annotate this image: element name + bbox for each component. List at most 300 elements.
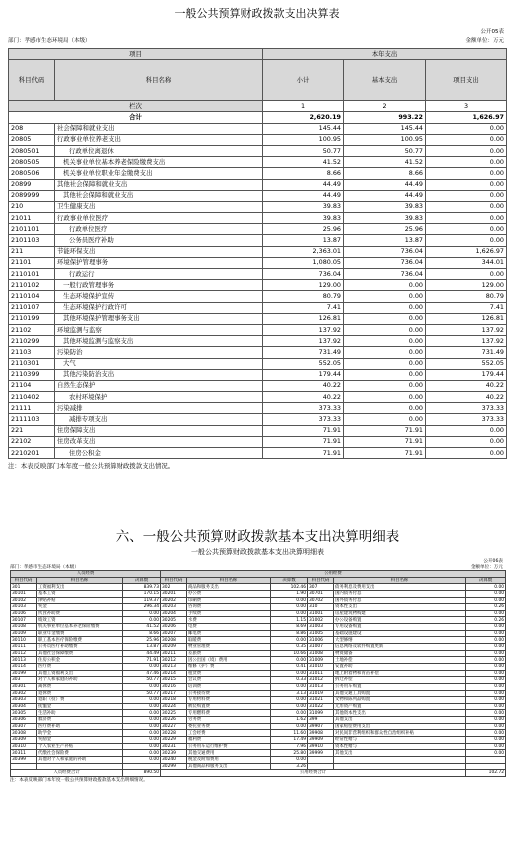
row-subtotal: 71.91 <box>263 448 344 459</box>
row-project: 0.00 <box>426 145 507 156</box>
t2-h-amount-2: 决算数 <box>271 577 308 584</box>
cell-amount: 0.00 <box>123 617 161 624</box>
table-row <box>9 403 507 414</box>
row-name: 其他环境保护管理事务支出 <box>55 313 263 324</box>
row-basic: 736.04 <box>344 269 426 280</box>
cell-code: 399 <box>308 717 334 724</box>
row-basic: 736.04 <box>344 246 426 257</box>
row-project: 80.79 <box>426 291 507 302</box>
cell-code: 301 <box>11 584 37 591</box>
cell-code: 31021 <box>308 697 334 704</box>
table-row <box>11 657 506 664</box>
cell-name: 工会经费 <box>187 730 271 737</box>
row-code: 2110301 <box>9 358 55 369</box>
cell-code: 31006 <box>308 637 334 644</box>
table-row <box>9 436 507 447</box>
row-basic: 13.87 <box>344 235 426 246</box>
table2-dept: 部门：孝感市生态环境局（本级） <box>10 565 79 570</box>
row-code: 2110101 <box>9 269 55 280</box>
cell-code: 31001 <box>308 610 334 617</box>
row-basic: 145.44 <box>344 123 426 134</box>
table-row <box>9 157 507 168</box>
cell-code: 31010 <box>308 663 334 670</box>
cell-code: 39908 <box>308 730 334 737</box>
table1-dept: 部门：孝感市生态环境局（本级） <box>8 38 91 44</box>
row-subtotal: 44.49 <box>263 190 344 201</box>
row-project: 137.92 <box>426 336 507 347</box>
row-name: 机关事业单位职业年金缴费支出 <box>55 168 263 179</box>
cell-name: 拆迁补偿 <box>334 677 466 684</box>
cell-name: 文物和陈列品购置 <box>334 697 466 704</box>
cell-name: 公务用车运行维护费 <box>187 743 271 750</box>
t2-h-amount-3: 决算数 <box>466 577 506 584</box>
cell-name: 公务用车购置 <box>334 683 466 690</box>
cell-name: 国家赔偿费用支出 <box>334 723 466 730</box>
cell-amount: 0.00 <box>271 610 308 617</box>
table-row <box>9 145 507 156</box>
table-row <box>11 663 506 670</box>
col-num-3: 3 <box>426 101 507 112</box>
table1-section <box>8 2 506 472</box>
table-row <box>9 414 507 425</box>
row-basic: 100.95 <box>344 134 426 145</box>
cell-name: 职工基本医疗保险缴费 <box>37 637 123 644</box>
table-row <box>9 448 507 459</box>
row-name: 自然生态保护 <box>55 380 263 391</box>
cell-name: 离休费 <box>37 683 123 690</box>
row-subtotal: 41.52 <box>263 157 344 168</box>
header-current-year: 本年支出 <box>263 49 507 60</box>
cell-name: 工资福利支出 <box>37 584 123 591</box>
cell-code <box>308 756 334 763</box>
cell-amount: 0.00 <box>466 750 506 757</box>
cell-amount: 0.00 <box>466 730 506 737</box>
row-project: 0.00 <box>426 224 507 235</box>
row-basic: 0.00 <box>344 380 426 391</box>
table-row <box>11 670 506 677</box>
cell-code: 30306 <box>11 717 37 724</box>
cell-code: 30239 <box>161 750 187 757</box>
row-project: 0.00 <box>426 436 507 447</box>
cell-amount: 10.66 <box>271 650 308 657</box>
table-row <box>9 257 507 268</box>
table-row <box>9 224 507 235</box>
row-code: 2101101 <box>9 224 55 235</box>
cell-code: 30215 <box>161 677 187 684</box>
row-project: 129.00 <box>426 280 507 291</box>
personnel-total-label: 人员经费合计 <box>11 770 123 777</box>
cell-amount: 0.26 <box>466 617 506 624</box>
row-code: 20805 <box>9 134 55 145</box>
row-subtotal: 25.96 <box>263 224 344 235</box>
t2-h-name-2: 科目名称 <box>187 577 271 584</box>
row-basic: 25.96 <box>344 224 426 235</box>
cell-name: 基础设施建设 <box>334 630 466 637</box>
cell-amount: 170.15 <box>123 590 161 597</box>
cell-code: 30204 <box>161 610 187 617</box>
row-project: 0.00 <box>426 157 507 168</box>
cell-amount: 0.00 <box>466 584 506 591</box>
cell-name: 培训费 <box>187 683 271 690</box>
cell-name: 其他对个人和家庭的补助 <box>37 756 123 763</box>
row-name: 其他社会保障和就业支出 <box>55 179 263 190</box>
row-basic: 44.49 <box>344 190 426 201</box>
cell-name: 税金及附加费用 <box>187 756 271 763</box>
header-basic: 基本支出 <box>344 60 426 101</box>
cell-amount: 0.26 <box>466 604 506 611</box>
t2-total-row <box>11 770 506 777</box>
row-name: 污染减排 <box>55 403 263 414</box>
header-code: 科目代码 <box>9 60 55 101</box>
cell-code: 303 <box>11 677 37 684</box>
row-subtotal: 50.77 <box>263 145 344 156</box>
row-project: 40.22 <box>426 380 507 391</box>
cell-code: 302 <box>161 584 187 591</box>
table-row <box>9 168 507 179</box>
row-name: 环境保护管理事务 <box>55 257 263 268</box>
row-code: 21102 <box>9 324 55 335</box>
cell-amount: 50.77 <box>123 677 161 684</box>
cell-amount <box>123 763 161 770</box>
table-row <box>11 743 506 750</box>
cell-amount: 0.00 <box>271 597 308 604</box>
t2-h-amount-1: 决算数 <box>123 577 161 584</box>
table1-note: 注：本表反映部门本年度一般公共预算财政拨款支出情况。 <box>8 462 175 471</box>
cell-code: 31007 <box>308 644 334 651</box>
row-name: 住房公积金 <box>55 448 263 459</box>
cell-name: 其他交通费用 <box>187 750 271 757</box>
row-subtotal: 44.49 <box>263 179 344 190</box>
table-row <box>9 280 507 291</box>
table-row <box>9 324 507 335</box>
row-name: 环境监测与监察 <box>55 324 263 335</box>
cell-amount: 0.00 <box>123 723 161 730</box>
row-code: 2110104 <box>9 291 55 302</box>
row-basic: 71.91 <box>344 436 426 447</box>
cell-name: 基本工资 <box>37 590 123 597</box>
cell-amount: 296.34 <box>123 604 161 611</box>
table-row <box>11 644 506 651</box>
table-row <box>11 604 506 611</box>
row-project: 179.44 <box>426 369 507 380</box>
cell-name: 其他商品和服务支出 <box>187 763 271 770</box>
table-row <box>9 269 507 280</box>
row-project: 0.00 <box>426 235 507 246</box>
cell-amount: 3.26 <box>271 763 308 770</box>
cell-name: 其他社会保障缴费 <box>37 650 123 657</box>
row-basic: 41.52 <box>344 157 426 168</box>
table-row <box>9 201 507 212</box>
cell-amount: 25.80 <box>271 750 308 757</box>
cell-name: 会议费 <box>187 677 271 684</box>
row-project: 40.22 <box>426 392 507 403</box>
row-code: 21103 <box>9 347 55 358</box>
table-row <box>11 617 506 624</box>
cell-name: 专用设备购置 <box>334 624 466 631</box>
row-subtotal: 129.00 <box>263 280 344 291</box>
row-subtotal: 100.95 <box>263 134 344 145</box>
row-name: 农村环境保护 <box>55 392 263 403</box>
table-row <box>11 630 506 637</box>
cell-code: 30109 <box>11 630 37 637</box>
cell-code: 30111 <box>11 644 37 651</box>
cell-code: 30231 <box>161 743 187 750</box>
table-row <box>11 737 506 744</box>
total-row <box>9 112 507 123</box>
cell-name: 物业管理费 <box>187 644 271 651</box>
cell-name: 办公设备购置 <box>334 617 466 624</box>
row-project: 0.00 <box>426 425 507 436</box>
row-subtotal: 7.41 <box>263 302 344 313</box>
row-code: 20899 <box>9 179 55 190</box>
row-project: 373.33 <box>426 414 507 425</box>
cell-amount: 0.00 <box>466 630 506 637</box>
cell-name: 医疗费补助 <box>37 723 123 730</box>
table-row <box>9 313 507 324</box>
row-basic: 0.00 <box>344 336 426 347</box>
cell-amount: 44.49 <box>123 650 161 657</box>
cell-name: 水费 <box>187 617 271 624</box>
cell-amount: 1.90 <box>271 590 308 597</box>
cell-amount: 1.15 <box>271 617 308 624</box>
cell-amount: 119.37 <box>123 597 161 604</box>
cell-name: 助学金 <box>37 730 123 737</box>
row-subtotal: 731.49 <box>263 347 344 358</box>
cell-name: 津贴补贴 <box>37 597 123 604</box>
row-name: 行政事业单位医疗 <box>55 213 263 224</box>
cell-code: 30207 <box>161 630 187 637</box>
cell-name: 大型修缮 <box>334 637 466 644</box>
row-basic: 736.04 <box>344 257 426 268</box>
table-row <box>11 677 506 684</box>
cell-amount: 0.00 <box>466 717 506 724</box>
row-project: 0.00 <box>426 269 507 280</box>
cell-code: 30307 <box>11 723 37 730</box>
table-row <box>11 590 506 597</box>
row-code: 2110199 <box>9 313 55 324</box>
cell-name: 办公费 <box>187 590 271 597</box>
cell-code: 31099 <box>308 710 334 717</box>
cell-amount: 0.00 <box>123 750 161 757</box>
cell-amount: 1.62 <box>271 717 308 724</box>
cell-name: 其他支出 <box>334 750 466 757</box>
cell-code: 31009 <box>308 657 334 664</box>
header-subtotal: 小计 <box>263 60 344 101</box>
table-row <box>11 597 506 604</box>
row-subtotal: 71.91 <box>263 436 344 447</box>
cell-amount: 3.13 <box>271 690 308 697</box>
cell-name: 国外债务付息 <box>334 597 466 604</box>
cell-code: 30211 <box>161 650 187 657</box>
cell-amount: 0.00 <box>466 590 506 597</box>
cell-amount: 0.00 <box>123 697 161 704</box>
cell-amount: 0.00 <box>466 683 506 690</box>
cell-amount: 0.00 <box>466 703 506 710</box>
table1 <box>8 48 507 459</box>
cell-amount: 0.00 <box>123 703 161 710</box>
row-subtotal: 8.66 <box>263 168 344 179</box>
cell-name: 专用材料费 <box>187 697 271 704</box>
cell-name: 对民间非营利组织和群众性自治组织补贴 <box>334 730 466 737</box>
row-name: 其他社会保障和就业支出 <box>55 190 263 201</box>
row-subtotal: 71.91 <box>263 425 344 436</box>
row-name: 住房改革支出 <box>55 436 263 447</box>
cell-code: 31003 <box>308 624 334 631</box>
cell-name: 债务利息及费用支出 <box>334 584 466 591</box>
cell-name: 奖金 <box>37 604 123 611</box>
row-name: 行政运行 <box>55 269 263 280</box>
header-name: 科目名称 <box>55 60 263 101</box>
row-code: 2110107 <box>9 302 55 313</box>
table-row <box>11 717 506 724</box>
cell-code: 30103 <box>11 604 37 611</box>
row-code: 21011 <box>9 213 55 224</box>
table-row <box>9 246 507 257</box>
cell-name: 地上附着物和青苗补偿 <box>334 670 466 677</box>
row-subtotal: 40.22 <box>263 392 344 403</box>
cell-amount: 0.00 <box>466 610 506 617</box>
public-total: 102.72 <box>466 770 506 777</box>
cell-amount: 0.00 <box>123 610 161 617</box>
cell-amount: 0.00 <box>271 670 308 677</box>
row-name: 减排专项支出 <box>55 414 263 425</box>
cell-name: 经常性赠与 <box>334 737 466 744</box>
table1-meta <box>8 26 506 48</box>
t2-h-code-2: 科目代码 <box>161 577 187 584</box>
cell-code: 30108 <box>11 624 37 631</box>
cell-amount: 0.00 <box>466 737 506 744</box>
table-row <box>11 650 506 657</box>
cell-name: 抚恤金 <box>37 703 123 710</box>
cell-code: 30214 <box>161 670 187 677</box>
row-project: 0.00 <box>426 448 507 459</box>
cell-amount: 0.00 <box>466 723 506 730</box>
total-label: 合计 <box>9 112 263 123</box>
cell-code: 30701 <box>308 590 334 597</box>
table-row <box>9 213 507 224</box>
row-basic: 39.83 <box>344 213 426 224</box>
cell-amount: 0.35 <box>271 644 308 651</box>
row-subtotal: 80.79 <box>263 291 344 302</box>
cell-code: 30702 <box>308 597 334 604</box>
cell-name: 医疗费 <box>37 663 123 670</box>
cell-code: 30205 <box>161 617 187 624</box>
cell-name: 维修（护）费 <box>187 663 271 670</box>
cell-code: 30112 <box>11 650 37 657</box>
cell-amount: 0.00 <box>271 657 308 664</box>
table-row <box>11 710 506 717</box>
cell-amount: 0.00 <box>466 710 506 717</box>
row-name: 社会保障和就业支出 <box>55 123 263 134</box>
cell-code: 30202 <box>161 597 187 604</box>
cell-code: 31019 <box>308 690 334 697</box>
header-lanci: 栏次 <box>9 101 263 112</box>
cell-amount: 0.33 <box>271 677 308 684</box>
row-code: 2089999 <box>9 190 55 201</box>
table2-title: 一般公共预算财政拨款基本支出决算明细表 <box>191 548 324 556</box>
row-project: 0.00 <box>426 213 507 224</box>
cell-code: 30399 <box>11 756 37 763</box>
cell-amount: 7.96 <box>271 743 308 750</box>
row-subtotal: 137.92 <box>263 324 344 335</box>
row-project: 0.00 <box>426 190 507 201</box>
cell-amount: 11.60 <box>271 730 308 737</box>
row-name: 卫生健康支出 <box>55 201 263 212</box>
cell-name: 电费 <box>187 624 271 631</box>
cell-name: 伙食补助费 <box>37 610 123 617</box>
cell-code: 30309 <box>11 737 37 744</box>
cell-code: 30225 <box>161 710 187 717</box>
cell-code: 30101 <box>11 590 37 597</box>
cell-name: 公务接待费 <box>187 690 271 697</box>
cell-name: 商品和服务支出 <box>187 584 271 591</box>
cell-name <box>37 763 123 770</box>
cell-name: 取暖费 <box>187 637 271 644</box>
cell-amount: 0.00 <box>466 743 506 750</box>
cell-name: 退休费 <box>37 690 123 697</box>
cell-name: 委托业务费 <box>187 723 271 730</box>
row-basic: 8.66 <box>344 168 426 179</box>
cell-name: 公务员医疗补助缴费 <box>37 644 123 651</box>
cell-amount: 25.96 <box>123 637 161 644</box>
row-project: 0.00 <box>426 168 507 179</box>
table-row <box>9 190 507 201</box>
cell-code: 30301 <box>11 683 37 690</box>
cell-name: 救济费 <box>37 717 123 724</box>
cell-name: 国内债务付息 <box>334 590 466 597</box>
cell-amount: 0.00 <box>271 637 308 644</box>
table-row <box>9 380 507 391</box>
table1-title: 一般公共预算财政拨款支出决算表 <box>174 7 340 20</box>
cell-name: 土地补偿 <box>334 657 466 664</box>
row-basic: 44.49 <box>344 179 426 190</box>
row-basic: 0.00 <box>344 358 426 369</box>
cell-code: 30217 <box>161 690 187 697</box>
table-row <box>11 683 506 690</box>
table-row <box>11 584 506 591</box>
cell-code: 30199 <box>11 670 37 677</box>
personnel-total: 890.50 <box>123 770 161 777</box>
total-project: 1,626.97 <box>426 112 507 123</box>
t2-h-code-3: 科目代码 <box>308 577 334 584</box>
public-total-label: 公用经费合计 <box>161 770 466 777</box>
cell-code: 31013 <box>308 683 334 690</box>
cell-amount: 0.00 <box>123 663 161 670</box>
row-project: 1,626.97 <box>426 246 507 257</box>
cell-amount: 0.00 <box>466 657 506 664</box>
cell-name: 资本性赠与 <box>334 743 466 750</box>
row-code: 2101103 <box>9 235 55 246</box>
row-basic: 39.83 <box>344 201 426 212</box>
cell-amount: 50.77 <box>123 690 161 697</box>
cell-name: 咨询费 <box>187 604 271 611</box>
table2-form-code: 公开06表 <box>483 559 503 564</box>
cell-amount: 0.41 <box>271 663 308 670</box>
row-code: 21111 <box>9 403 55 414</box>
cell-amount: 0.00 <box>466 670 506 677</box>
row-basic: 0.00 <box>344 347 426 358</box>
table-row <box>9 358 507 369</box>
row-subtotal: 2,363.01 <box>263 246 344 257</box>
row-name: 节能环保支出 <box>55 246 263 257</box>
row-code: 2080501 <box>9 145 55 156</box>
row-name: 行政事业单位养老支出 <box>55 134 263 145</box>
cell-code: 31005 <box>308 630 334 637</box>
total-basic: 993.22 <box>344 112 426 123</box>
cell-amount: 839.73 <box>123 584 161 591</box>
row-name: 大气 <box>55 358 263 369</box>
cell-name: 其他支出 <box>334 717 466 724</box>
